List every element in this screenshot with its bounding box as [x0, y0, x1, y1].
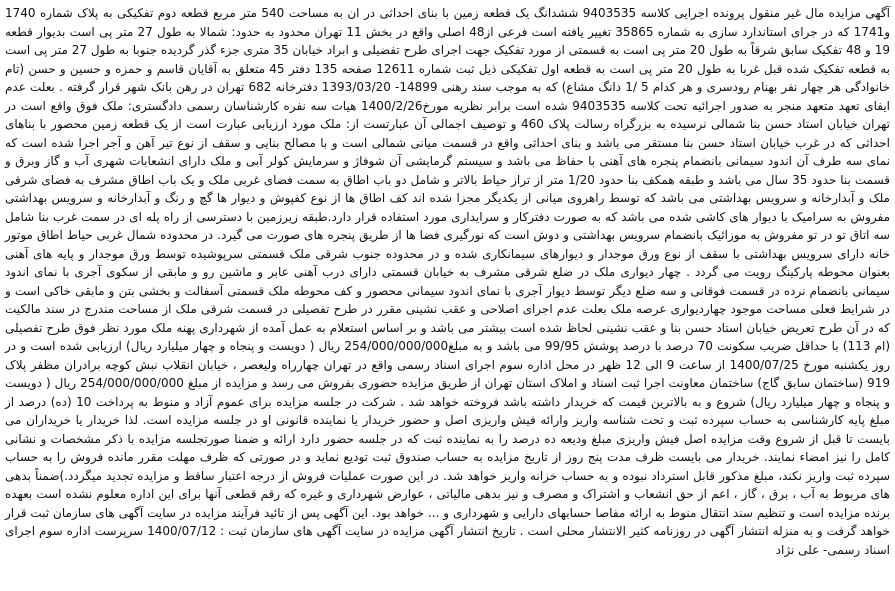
auction-notice-text: آگهی مزایده مال غیر منقول پرونده اجرایی کلاسه 9403535 ششدانگ یک قطعه زمین با بنای احداثی در ان به مساحت 540 متر مربع قطعه دوم تفکیکی به پلاک شماره 1740 و1741 که در جرای استاندارد سازی به شماره 35865 تغییر یافته است فرعی از48 اصلی واقع در بخش 11 تهران محدود به حدود: شمالا به طول 27 متر پی است بدیوار قطعه 19 و 48 تفکیک سابق شرقاً به طول 20 متر پی است به قسمتی از مورد تفکیک جهت اجرای طرح تفضیلی و ابراد خیابان 35 متری جزء گذر گردیده جنوبا به طول 27 متر پی است به قطعه تفکیک شده قبل غربا به طول 20 متر پی است به قطعه اول تفکیکی ذیل ثبت شماره 12611 صفحه 135 دفتر 45 متعلق به آقایان قاسم و حمزه و حسین و حسن (تام خانوادگی هر چهار نفر بهنام رودسری و هر کدام 5 /1 دانگ مشاع) که به موجب سند رهنی 14899- 1393/03/20 دفترخانه 682 تهران در رهن بانک شهر قرار گرفته . بعلت عدم ایفای تعهد متعهد منجر به صدور اجرائیه تحت کلاسه 9403535 شده است برابر نظریه مورخ1400/2/26 هیات سه نفره کارشناسان رسمی دادگستری: ملک فوق واقع است در تهران خیابان استاد حسن بنا شمالی نرسیده به بزرگراه رسالت پلاک 460 و توصیف اجمالی آن عبارتست از: ملک مورد ارزیابی عبارت است از یک قطعه زمین محصور با بناهای احداثی که در غرب خیابان استاد حسن بنا مستقر می باشد و بنای احداثی واقع در قسمت میانی شمالی است و با مصالح بنایی و سقف از نوع تیر آهن و آجر اجرا شده است که نمای سه طرف آن اندود سیمانی بانضمام پنجره های آهنی با حفاظ می باشد و سیستم گرمایشی آن شوفاژ و سرمایش کولر آبی و ملک دارای انشعابات شهری آب و گاز وبرق و قسمت بنا حدود 35 سال می باشد و طبقه همکف بنا حدود 1/20 متر از تراز حیاط بالاتر و شامل دو باب اطاق به سمت فضای غربی ملک و یک باب اطاق مشرف به فضای شرقی ملک و آبدارخانه و سرویس بهداشتی می باشد که توسط راهروی میانی از یکدیگر مجزا شده اند کف اطاق ها از نوع کفپوش و دیوار ها گچ و رنگ و آبدارخانه و سرویس بهداشتی مفروش به سرامیک با دیوار های کاشی شده می باشد که به صورت دفترکار و سرایداری مورد استفاده قرار دارد.طبقه زیرزمین با دسترسی از راه پله ای در سمت غرب بنا شامل سه اتاق تو در تو مفروش به موزائیک بانضمام سرویس بهداشتی و دوش است که نورگیری فضا ها از طریق پنجره های صورت می گیرد. در محدوده شمال غربی حیاط اطاق موتور خانه دارای سرویس بهداشتی با سقف از نوع ورق موجدار و دیوارهای سیمانکاری شده و در محدوده جنوب شرقی ملک قسمتی سرپوشیده توسط ورق موجدار و پایه های آهنی بعنوان محوطه پارکینگ رویت می گردد . چهار دیواری ملک در ضلع شرقی مشرف به خیابان قسمتی دارای درب آهنی عابر و ماشین رو و مابقی از سکوی آجری با نمای اندود سیمانی بانضمام نرده در قسمت فوقانی و سه ضلع دیگر توسط دیوار آجری با نمای اندود سیمانی محصور و کف محوطه ملک قسمتی آسفالت و بخشی بتن و مابقی خاکی است و در شرایط فعلی مساحت موجود چهاردیواری عرصه ملک بعلت عدم اجرای اصلاحی و عقب نشینی مقرر در طرح تفصیلی در قسمت شرقی ملک از مساحت مندرج در سند مالکیت که در آن طرح تعریض خیابان استاد حسن بنا و عقب نشینی لحاظ شده است بیشتر می باشد و بر اساس استعلام به عمل آمده از شهرداری پهنه ملک مورد نظر فوق طرح تفصیلی (ام 113) با حداقل ضریب سکونت 70 درصد با درصد پوشش 99/95 می باشد و به مبلغ254/000/000/000 ریال ( دویست و پنجاه و چهار میلیارد ریال) ارزیابی شده است و در روز یکشنبه مورخ 1400/07/25 از ساعت 9 الی 12 ظهر در محل اداره سوم اجرای اسناد رسمی واقع در تهران چهارراه ولیعصر ، خیابان انقلاب نبش کوچه برادران مظفر پلاک 919 (ساختمان سابق گاج) ساختمان معاونت اجرا ثبت اسناد و املاک استان تهران از طریق مزایده حضوری بفروش می رسد و مزایده از مبلغ 254/000/000/000 ریال ( دویست و پنجاه و چهار میلیارد ریال) شروع و به بالاترین قیمت که خریدار داشته باشد فروخته خواهد شد . شرکت در جلسه مزایده برای عموم آزاد و منوط به پرداخت 10 (ده) درصد از مبلغ پایه کارشناسی به حساب سپرده ثبت و تحت شناسه واریز وارائه فیش واریزی اصل و حضور خریدار یا نماینده قانونی او در جلسه مزایده است. لذا خریدار یا خریداران می بایست تا قبل از شروع وقت مزایده اصل فیش واریزی مبلغ ودیعه ده درصد را به نماینده ثبت که در جلسه حضور دارد ارائه و ضمنا صورتجلسه مزایده با ذکر مشخصات و نشانی کامل را نیز امضاء نمایند. خریدار می بایست ظرف مدت پنج روز از تاریخ مزایده به حساب صندوق ثبت تودیع نماید و در صورتی که ظرف مهلت مقرر مانده فروش را به حساب سپرده ثبت واریز نکند، مبلغ مذکور قابل استرداد نبوده و به حساب خزانه واریز خواهد شد. در این صورت عملیات فروش از درجه اعتبار ساقط و مزایده تجدید میگردد.)ضمناً بدهی های مربوط به آب ، برق ، گاز ، اعم از حق انشعاب و اشتراک و مصرف و نیز بدهی مالیاتی ، عوارض شهرداری و غیره که رقم قطعی آنها برای این اداره معلوم نشده است بعهده برنده مزایده است و تنظیم سند انتقال منوط به ارائه مفاصا حسابهای دارایی و شهرداری و ... خواهد بود. این آگهی پس از تائید فرآیند مزایده در سایت آگهی های سازمان ثبت قرار خواهد گرفت و به منزله انتشار آگهی در روزنامه کثیر الانتشار محلی است . تاریخ انتشار آگهی مزایده در سایت آگهی های سازمان ثبت : 1400/07/12 سرپرست اداره سوم اجرای اسناد رسمی- علی نژاد	[5, 6, 891, 557]
